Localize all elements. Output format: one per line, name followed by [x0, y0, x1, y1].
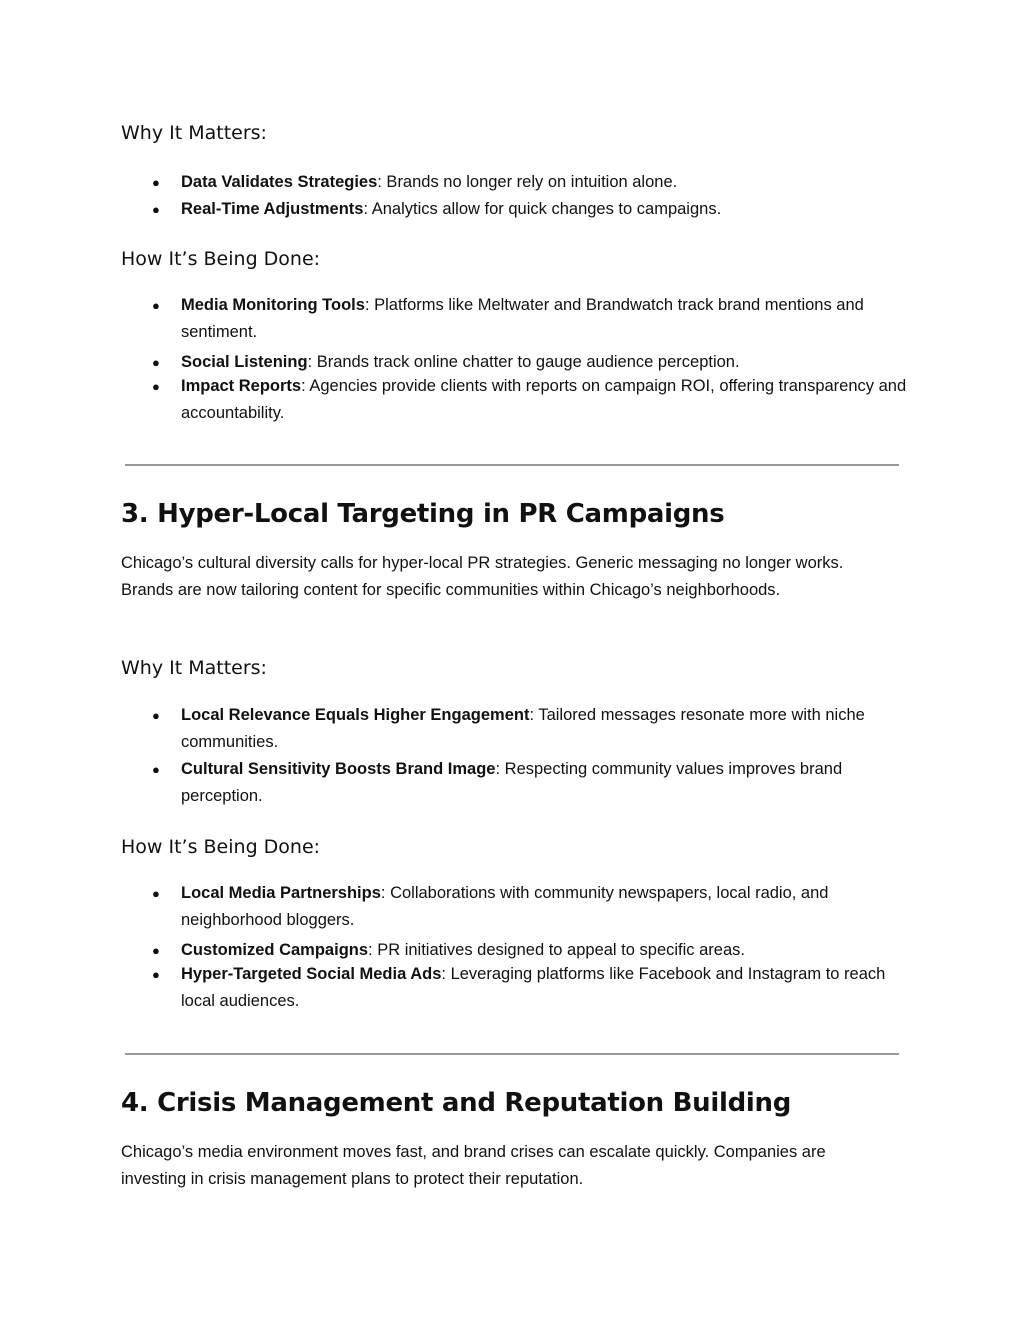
how-its-being-done-heading: How It’s Being Done: [121, 836, 321, 858]
section-divider [125, 1053, 899, 1055]
list-item [121, 756, 911, 810]
list-item [121, 169, 911, 196]
list-item-term: Impact Reports [181, 377, 302, 395]
list-item-text: : Agencies provide clients with reports on campaign ROI, offering transparency and accountability. [181, 377, 907, 422]
list-item-text: : Platforms like Meltwater and Brandwatch track brand mentions and sentiment. [181, 296, 864, 341]
section3-intro: Chicago’s cultural diversity calls for hyper-local PR strategies. Generic messaging no longer works. Brands are now tailoring content for specific communities within Chicago’s neighborhoods. [121, 554, 844, 599]
list-item-text: : Analytics allow for quick changes to campaigns. [363, 200, 722, 218]
section3-why-section [121, 653, 911, 683]
list-item-text: : Leveraging platforms like Facebook and Instagram to reach local audiences. [181, 965, 886, 1010]
block1-how-list [121, 292, 911, 427]
section4 [121, 1086, 911, 1120]
bullet-icon: ● [152, 967, 160, 982]
block1-why-list [121, 169, 911, 223]
list-item-term: Cultural Sensitivity Boosts Brand Image [181, 760, 496, 778]
list-item [121, 961, 911, 1015]
list-item [121, 880, 911, 934]
list-item-term: Media Monitoring Tools [181, 296, 365, 314]
list-item-text: : Brands track online chatter to gauge audience perception. [307, 353, 740, 371]
how-its-being-done-heading: How It’s Being Done: [121, 248, 321, 270]
section3-how-section [121, 832, 911, 862]
list-item [121, 937, 911, 964]
block1-why-section [121, 118, 911, 148]
list-item-term: Customized Campaigns [181, 941, 369, 959]
list-item [121, 196, 911, 223]
section3-intro-block [121, 550, 881, 604]
list-item-term: Local Relevance Equals Higher Engagement [181, 706, 530, 724]
section3 [121, 497, 911, 531]
list-item [121, 373, 911, 427]
section4-title: 4. Crisis Management and Reputation Building [121, 1088, 792, 1118]
list-item [121, 292, 911, 346]
list-item-term: Local Media Partnerships [181, 884, 381, 902]
list-item-term: Social Listening [181, 353, 308, 371]
bullet-icon: ● [152, 298, 160, 313]
bullet-icon: ● [152, 175, 160, 190]
bullet-icon: ● [152, 762, 160, 777]
list-item-text: : Collaborations with community newspapers, local radio, and neighborhood bloggers. [181, 884, 829, 929]
bullet-icon: ● [152, 708, 160, 723]
list-item [121, 349, 911, 376]
list-item-text: : Brands no longer rely on intuition alone. [377, 173, 678, 191]
section4-intro: Chicago’s media environment moves fast, and brand crises can escalate quickly. Companies are investing in crisis management plans to protect their reputation. [121, 1143, 826, 1188]
list-item-text: : Tailored messages resonate more with niche communities. [181, 706, 865, 751]
bullet-icon: ● [152, 943, 160, 958]
list-item-term: Hyper-Targeted Social Media Ads [181, 965, 442, 983]
section3-title: 3. Hyper-Local Targeting in PR Campaigns [121, 499, 725, 529]
list-item-text: : Respecting community values improves brand perception. [181, 760, 843, 805]
section3-why-list [121, 702, 911, 810]
section-divider [125, 464, 899, 466]
bullet-icon: ● [152, 355, 160, 370]
why-it-matters-heading: Why It Matters: [121, 122, 267, 144]
why-it-matters-heading: Why It Matters: [121, 657, 267, 679]
bullet-icon: ● [152, 202, 160, 217]
list-item-term: Real-Time Adjustments [181, 200, 364, 218]
block1-how-section [121, 244, 911, 274]
section3-how-list [121, 880, 911, 1015]
bullet-icon: ● [152, 379, 160, 394]
bullet-icon: ● [152, 886, 160, 901]
list-item [121, 702, 911, 756]
list-item-term: Data Validates Strategies [181, 173, 378, 191]
list-item-text: : PR initiatives designed to appeal to specific areas. [368, 941, 745, 959]
section4-intro-block [121, 1139, 891, 1193]
